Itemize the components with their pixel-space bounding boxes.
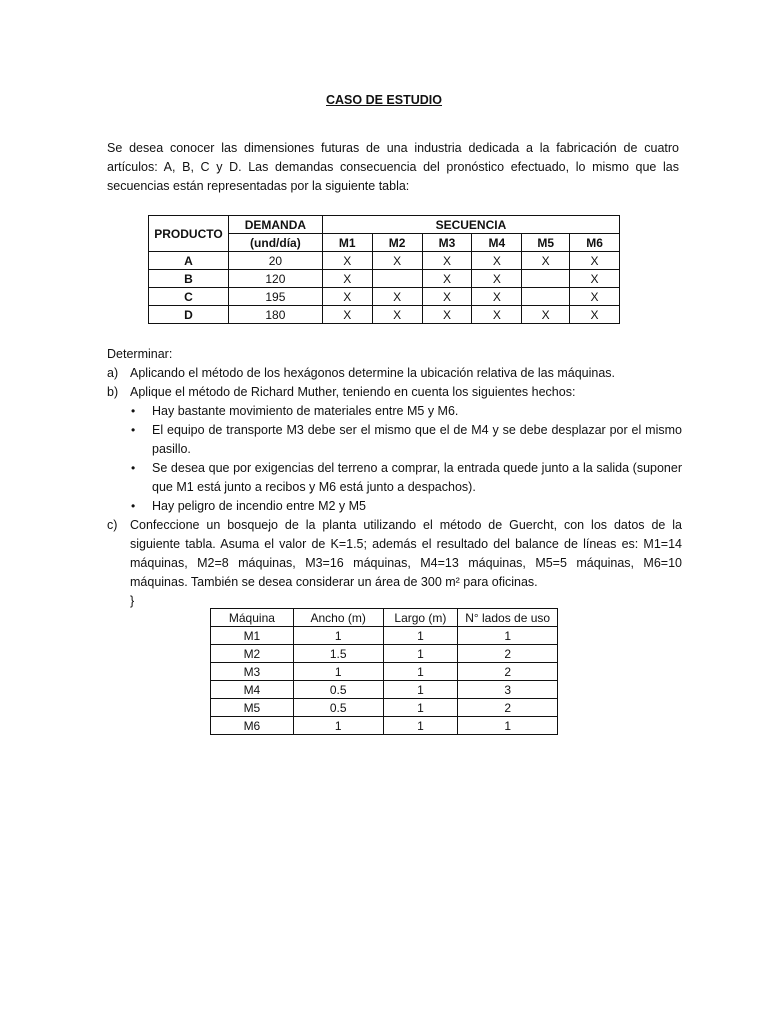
bullet-text: Hay peligro de incendio entre M2 y M5 — [152, 499, 367, 513]
table-cell: 1 — [293, 717, 383, 735]
bullet-item — [107, 459, 682, 497]
sequence-cell: X — [422, 270, 472, 288]
stray-brace: } — [130, 594, 135, 608]
header-machine: M3 — [422, 234, 472, 252]
sequence-cell: X — [372, 288, 422, 306]
header-machine: M2 — [372, 234, 422, 252]
sequence-cell: X — [472, 270, 522, 288]
demand-cell: 180 — [228, 306, 322, 324]
bullet-icon: • — [131, 461, 136, 475]
sequence-cell: X — [422, 306, 472, 324]
product-cell: A — [149, 252, 229, 270]
list-item-text: Aplique el método de Richard Muther, teniendo en cuenta los siguientes hechos: — [130, 385, 576, 399]
table-cell: M2 — [211, 645, 294, 663]
intro-paragraph: Se desea conocer las dimensiones futuras de una industria dedicada a la fabricación de cuatro artículos: A, B, C y D. Las demandas consecuencia del pronóstico efectuado, lo mismo que las secuencias están representadas por la siguiente tabla: — [107, 141, 679, 193]
table-cell: 2 — [458, 645, 558, 663]
list-marker: c) — [107, 518, 118, 532]
sequence-cell: X — [422, 252, 472, 270]
page-title: CASO DE ESTUDIO — [326, 93, 442, 107]
header-demand-unit: (und/día) — [228, 234, 322, 252]
table-row — [211, 717, 558, 735]
table-row — [211, 645, 558, 663]
header-machine: M4 — [472, 234, 522, 252]
table-cell: 3 — [458, 681, 558, 699]
table-cell: 1 — [293, 663, 383, 681]
sequence-cell: X — [372, 252, 422, 270]
sequence-cell: X — [570, 252, 620, 270]
sequence-cell: X — [322, 306, 372, 324]
sequence-cell: X — [522, 306, 570, 324]
sequence-cell: X — [322, 288, 372, 306]
table-cell: 0.5 — [293, 681, 383, 699]
sequence-cell: X — [322, 252, 372, 270]
sequence-cell: X — [570, 306, 620, 324]
table-row — [211, 627, 558, 645]
sequence-cell: X — [472, 252, 522, 270]
table-cell: 1 — [458, 627, 558, 645]
table-cell: 1.5 — [293, 645, 383, 663]
product-cell: C — [149, 288, 229, 306]
list-item-a — [107, 364, 682, 383]
table-cell: 1 — [293, 627, 383, 645]
header-machine: M1 — [322, 234, 372, 252]
sequence-table — [148, 215, 620, 324]
list-item-text: Confeccione un bosquejo de la planta utilizando el método de Guercht, con los datos de la siguiente tabla. Asuma el valor de K=1.5; además el resultado del balance de líneas es: M1=14 máquinas, M2=8 máquinas, M3=16 máquinas, M4=13 máquinas, M5=5 máquinas, M6=10 máquinas. También se desea considerar un área de 300 m² para oficinas. — [130, 518, 682, 589]
table-header-row — [149, 216, 620, 234]
table-cell: M1 — [211, 627, 294, 645]
determine-heading: Determinar: — [107, 347, 173, 361]
header-cell: Ancho (m) — [293, 609, 383, 627]
determine-section — [107, 345, 682, 611]
sequence-cell: X — [422, 288, 472, 306]
sequence-cell: X — [322, 270, 372, 288]
header-cell: Largo (m) — [383, 609, 458, 627]
sequence-cell — [522, 270, 570, 288]
table-cell: M6 — [211, 717, 294, 735]
header-machine: M5 — [522, 234, 570, 252]
table-cell: 1 — [383, 663, 458, 681]
product-cell: D — [149, 306, 229, 324]
table-cell: 1 — [383, 645, 458, 663]
sequence-cell — [522, 288, 570, 306]
table-cell: 2 — [458, 663, 558, 681]
table-cell: 1 — [383, 717, 458, 735]
table-cell: 1 — [458, 717, 558, 735]
machine-table — [210, 608, 558, 735]
table-header-row — [211, 609, 558, 627]
sequence-cell: X — [372, 306, 422, 324]
bullet-icon: • — [131, 499, 136, 513]
list-marker: a) — [107, 366, 119, 380]
list-item-c — [107, 516, 682, 592]
bullet-icon: • — [131, 404, 136, 418]
header-sequence: SECUENCIA — [322, 216, 619, 234]
bullet-item — [107, 497, 682, 516]
header-machine: M6 — [570, 234, 620, 252]
bullet-icon: • — [131, 423, 136, 437]
table-row — [211, 663, 558, 681]
sequence-cell: X — [472, 288, 522, 306]
table-cell: 2 — [458, 699, 558, 717]
table-row — [211, 699, 558, 717]
bullet-text: El equipo de transporte M3 debe ser el mismo que el de M4 y se debe desplazar por el mismo pasillo. — [152, 423, 682, 456]
table-row — [149, 306, 620, 324]
table-cell: 1 — [383, 699, 458, 717]
table-row — [149, 288, 620, 306]
sequence-cell: X — [570, 288, 620, 306]
demand-cell: 195 — [228, 288, 322, 306]
header-cell: Máquina — [211, 609, 294, 627]
bullet-text: Se desea que por exigencias del terreno a comprar, la entrada quede junto a la salida (suponer que M1 está junto a recibos y M6 está junto a despachos). — [152, 461, 682, 494]
table-row — [149, 270, 620, 288]
table-cell: M3 — [211, 663, 294, 681]
table-row — [211, 681, 558, 699]
sequence-cell: X — [472, 306, 522, 324]
table-cell: 0.5 — [293, 699, 383, 717]
header-product: PRODUCTO — [149, 216, 229, 252]
sequence-cell — [372, 270, 422, 288]
table-cell: 1 — [383, 627, 458, 645]
sequence-cell: X — [522, 252, 570, 270]
table-cell: M4 — [211, 681, 294, 699]
table-cell: M5 — [211, 699, 294, 717]
demand-cell: 20 — [228, 252, 322, 270]
table-row — [149, 252, 620, 270]
header-demand: DEMANDA — [228, 216, 322, 234]
demand-cell: 120 — [228, 270, 322, 288]
header-cell: N° lados de uso — [458, 609, 558, 627]
sequence-cell: X — [570, 270, 620, 288]
list-item-b — [107, 383, 682, 402]
product-cell: B — [149, 270, 229, 288]
table-cell: 1 — [383, 681, 458, 699]
bullet-text: Hay bastante movimiento de materiales entre M5 y M6. — [152, 404, 459, 418]
list-marker: b) — [107, 385, 119, 399]
list-item-text: Aplicando el método de los hexágonos determine la ubicación relativa de las máquinas. — [130, 366, 616, 380]
bullet-item — [107, 402, 682, 421]
bullet-item — [107, 421, 682, 459]
